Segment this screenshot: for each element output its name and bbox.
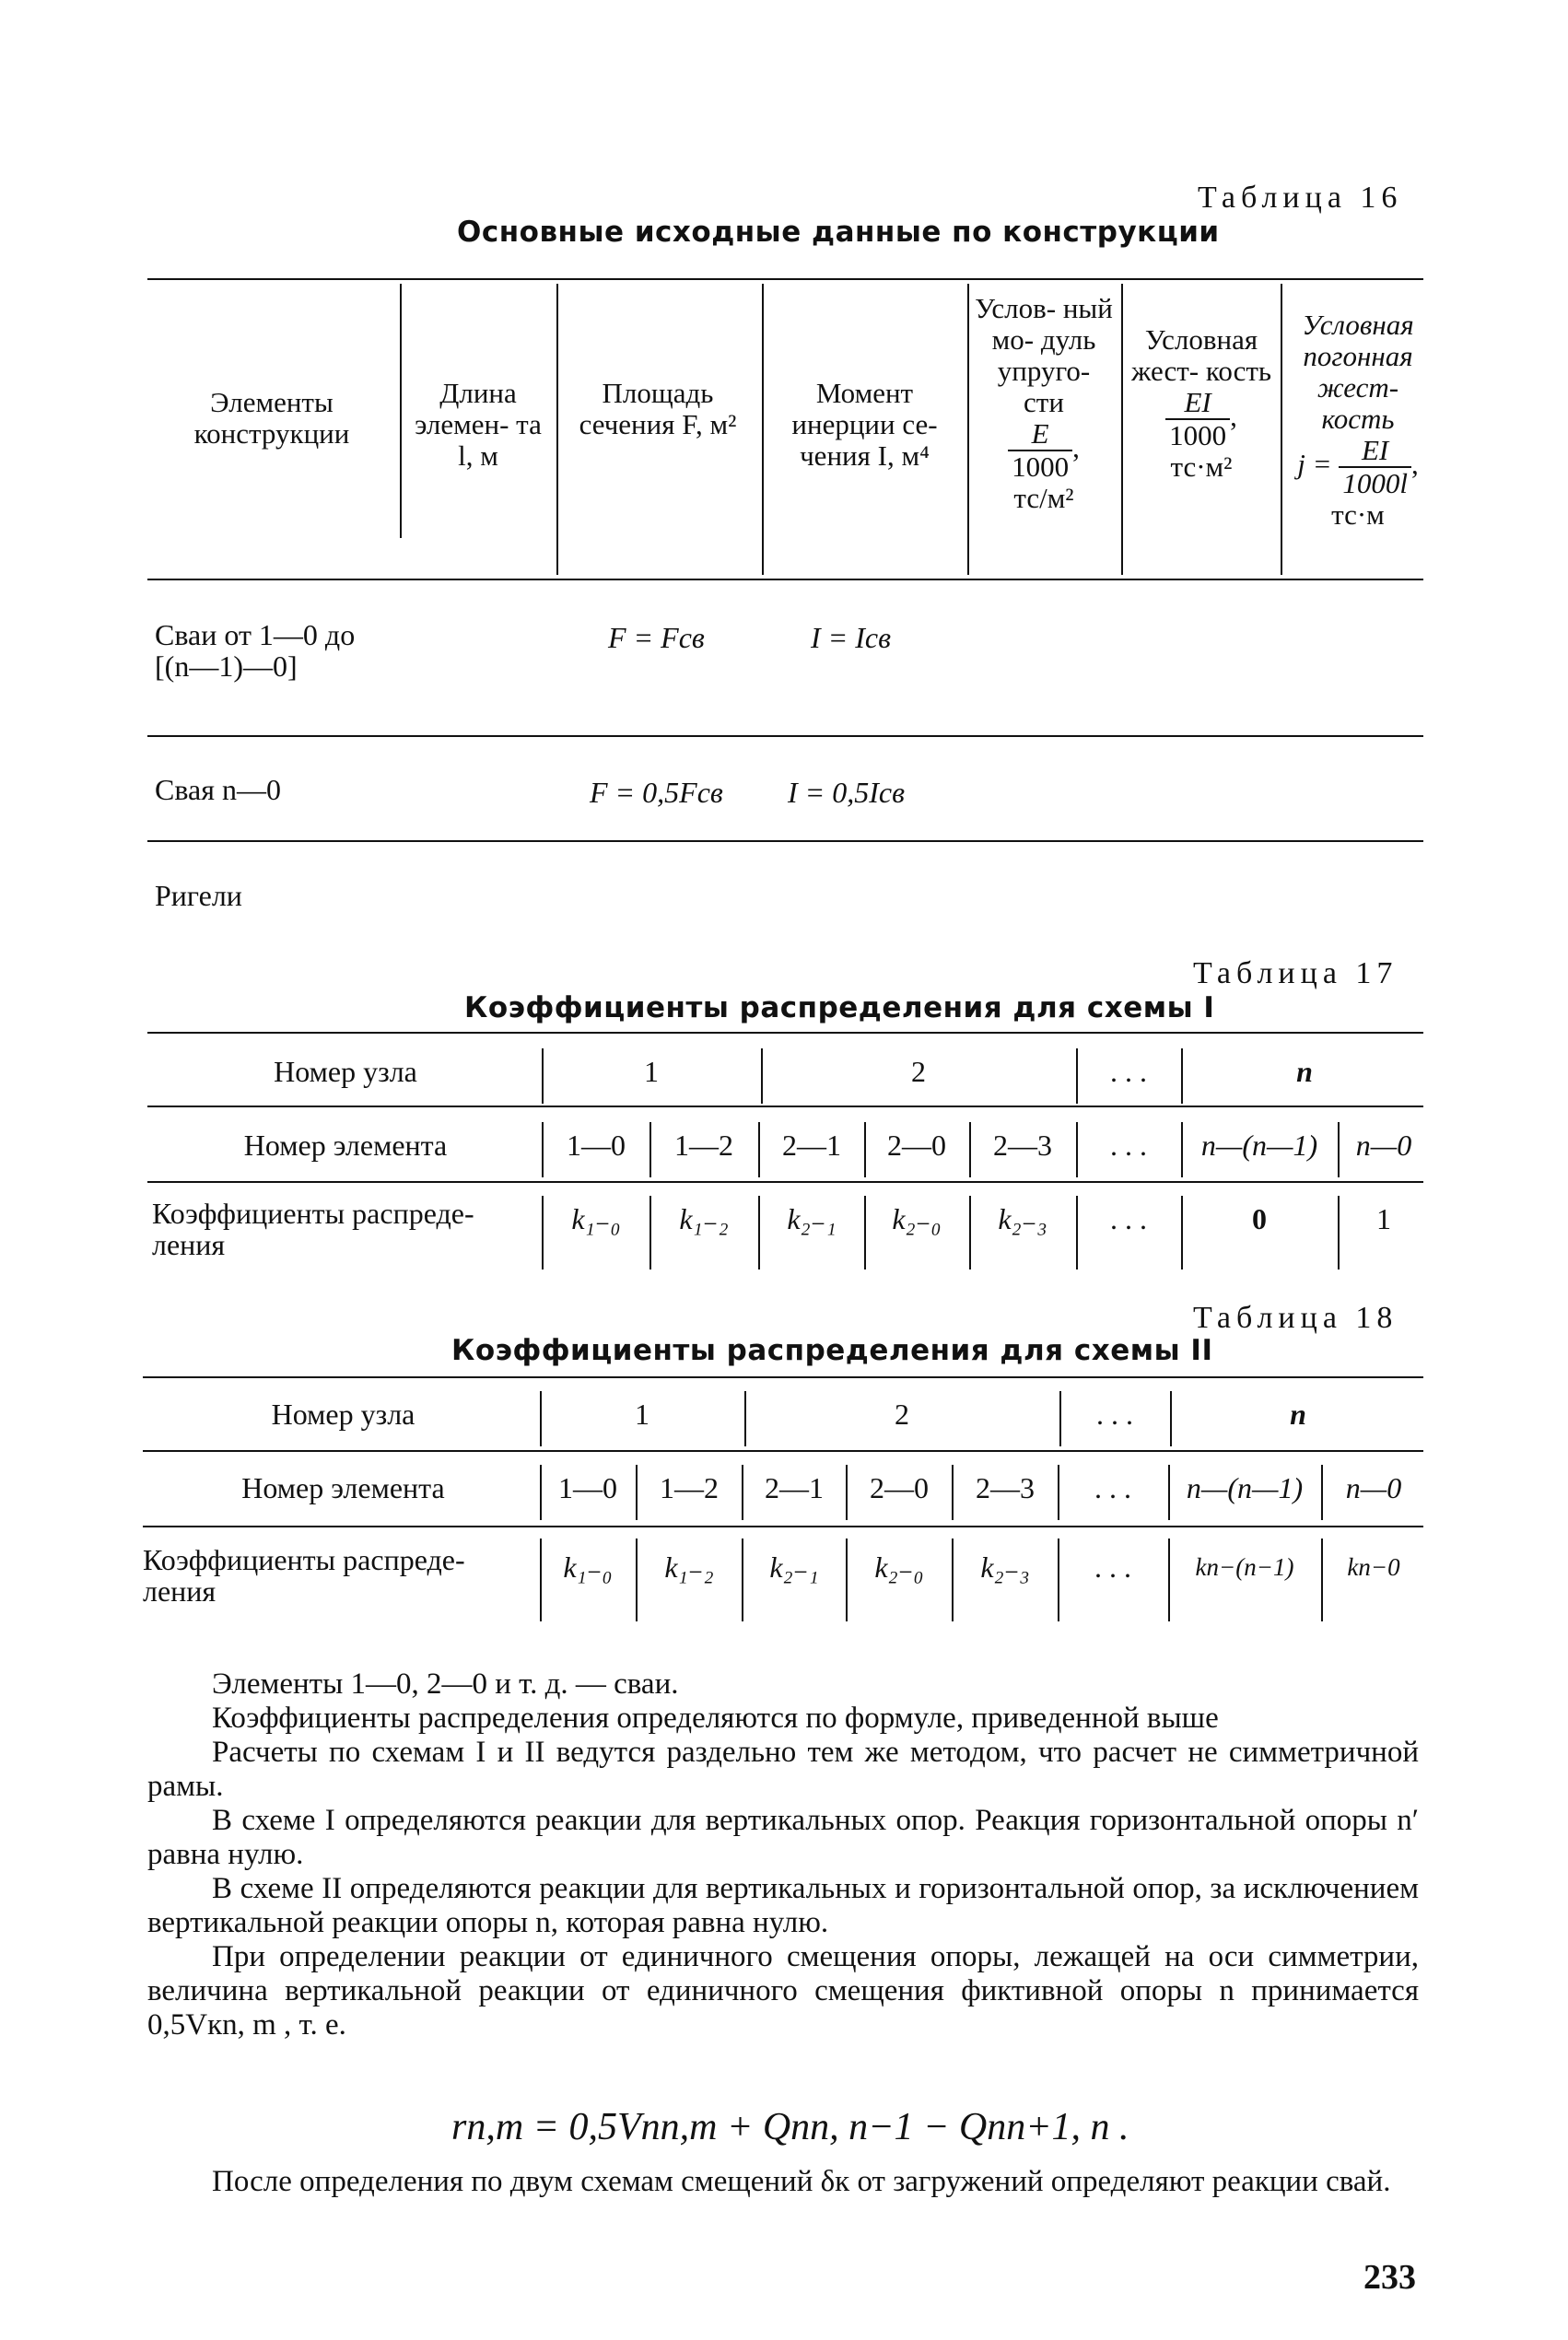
- fraction-numerator: E: [1008, 418, 1072, 451]
- table17-vline: [542, 1048, 544, 1104]
- table16-vline: [762, 284, 764, 575]
- table17-rule: [147, 1181, 1423, 1183]
- table17-element: . . .: [1110, 1129, 1147, 1162]
- fraction: [1339, 435, 1411, 499]
- table16-header-linear-stiffness-label: Условная погонная жест- кость: [1302, 309, 1414, 435]
- paragraph: В схеме I определяются реакции для вертикальных опор. Реакция горизонтальной опоры n′ равна нулю.: [147, 1804, 1419, 1871]
- table16-header-rule: [147, 579, 1423, 580]
- table16-header-area: Площадь сечения F, м²: [579, 377, 737, 440]
- fraction-denominator: 1000l: [1342, 467, 1408, 499]
- table16-header-modulus-label: Услов- ный мо- дуль упруго- сти: [975, 292, 1113, 418]
- table16-header-modulus-unit: тс/м²: [1013, 482, 1074, 514]
- table17-element: 1—0: [567, 1129, 626, 1162]
- table18-coefficient: k₁₋₂: [664, 1550, 714, 1584]
- table18-vline: [1170, 1391, 1172, 1446]
- table17-node: . . .: [1110, 1055, 1147, 1088]
- table16-header-length: Длина элемен- та l, м: [415, 377, 542, 472]
- paragraph: После определения по двум схемам смещений δк от загружений определяют реакции свай.: [212, 2165, 1391, 2198]
- formula-prefix: j =: [1297, 448, 1332, 481]
- table18-title: Коэффициенты распределения для схемы II: [451, 1334, 1213, 1367]
- table16-row-name: Ригели: [155, 879, 242, 912]
- table18-node: n: [1290, 1398, 1306, 1431]
- table18-top-rule: [143, 1376, 1423, 1378]
- paragraph: Коэффициенты распределения определяются по формуле, приведенной выше: [212, 1702, 1219, 1735]
- table17-row-label-element: Номер элемента: [243, 1129, 448, 1162]
- table18-vline: [540, 1391, 542, 1446]
- table16-row1-rule: [147, 735, 1423, 737]
- table16-row-inertia: I = 0,5Iсв: [788, 776, 905, 809]
- table17-coefficient: k₁₋₀: [571, 1202, 621, 1235]
- table18-element: n—(n—1): [1186, 1471, 1304, 1504]
- table17-coefficient: 0: [1252, 1202, 1267, 1235]
- table17-caption: Таблица 17: [1193, 956, 1398, 990]
- table17-vline: [1076, 1048, 1078, 1104]
- table16-header-stiffness-label: Условная жест- кость: [1130, 323, 1272, 387]
- table18-node: . . .: [1096, 1398, 1133, 1431]
- table18-coefficient: kn−(n−1): [1195, 1553, 1294, 1581]
- table16-header-stiffness-unit: тс·м²: [1170, 450, 1233, 483]
- table16-row2-rule: [147, 840, 1423, 842]
- table18-element: n—0: [1345, 1471, 1402, 1504]
- table18-element: 2—1: [765, 1471, 824, 1504]
- paragraph: При определении реакции от единичного смещения опоры, лежащей на оси симметрии, величина вертикальной реакции от единичного смещения фиктивной опоры n принимается 0,5Vкn, m , т. е.: [147, 1940, 1419, 2042]
- fraction-denominator: 1000: [1012, 450, 1070, 483]
- page-number: 233: [1363, 2258, 1416, 2297]
- table16-row-area: F = Fсв: [608, 621, 705, 654]
- table17-row-label-node: Номер узла: [274, 1055, 417, 1088]
- table16-vline: [967, 284, 969, 575]
- table18-row-label-element: Номер элемента: [241, 1471, 445, 1504]
- paragraph: Расчеты по схемам I и II ведутся раздельно тем же методом, что расчет не симметричной рамы.: [147, 1736, 1419, 1803]
- table17-coefficient: . . .: [1110, 1202, 1147, 1235]
- table16-row-inertia: I = Iсв: [811, 621, 891, 654]
- table18-element: 1—0: [558, 1471, 617, 1504]
- fraction-numerator: EI: [1339, 435, 1411, 468]
- table17-element: n—(n—1): [1200, 1129, 1318, 1162]
- table17-coefficient: k₁₋₂: [679, 1202, 729, 1235]
- paragraph: В схеме II определяются реакции для вертикальных и горизонтальной опор, за исключением вертикальной реакции опоры n, которая равна нулю.: [147, 1872, 1419, 1939]
- table16-header-elements: Элементы конструкции: [193, 386, 350, 450]
- table17-row-label-coefficients: Коэффициенты распреде- ления: [152, 1197, 474, 1261]
- table18-caption: Таблица 18: [1193, 1301, 1398, 1335]
- table17-node: n: [1296, 1055, 1313, 1088]
- table17-element: 2—0: [887, 1129, 946, 1162]
- table17-coefficient: 1: [1376, 1202, 1391, 1235]
- table18-coefficient: kn−0: [1347, 1553, 1400, 1581]
- table17-title: Коэффициенты распределения для схемы I: [464, 991, 1215, 1024]
- table18-coefficient: k₂₋₀: [874, 1550, 924, 1584]
- table17-element: 2—1: [782, 1129, 841, 1162]
- table17-node: 1: [644, 1055, 659, 1088]
- table17-element: 1—2: [674, 1129, 733, 1162]
- table16-row-area: F = 0,5Fсв: [590, 776, 723, 809]
- table16-vline: [1281, 284, 1282, 575]
- table17-vline: [761, 1048, 763, 1104]
- table16-caption: Таблица 16: [1198, 181, 1403, 215]
- table16-header-linear-stiffness: [1284, 310, 1432, 531]
- body-text: [147, 1667, 1419, 2042]
- table16-header-modulus: Услов- ный мо- дуль упруго- сти $\frac{E}{1000}$ , тс/м²: [975, 292, 1113, 514]
- table16-header-stiffness: Условная жест- кость $\frac{EI}{1000}$ , тс·м²: [1129, 324, 1274, 483]
- table16-header-linear-stiffness-unit: тс·м: [1331, 498, 1385, 531]
- table16-header-stiffness-fraction: [1165, 387, 1230, 451]
- table18-row-label-node: Номер узла: [271, 1398, 415, 1431]
- table17-coefficient: k₂₋₃: [998, 1202, 1047, 1235]
- table16-header-linear-stiffness-formula: j = $\frac{EI}{1000l}$ ,: [1297, 434, 1419, 499]
- table16-vline: [556, 284, 558, 575]
- table17-element: 2—3: [993, 1129, 1052, 1162]
- table18-row-label-coefficients: Коэффициенты распреде- ления: [143, 1543, 465, 1608]
- table18-coefficient: k₂₋₁: [769, 1550, 819, 1584]
- table16-title: Основные исходные данные по конструкции: [457, 216, 1220, 249]
- table17-top-rule: [147, 1032, 1423, 1034]
- table17-coefficient: k₂₋₁: [787, 1202, 837, 1235]
- table17-rule: [147, 1106, 1423, 1107]
- table16-top-rule: [147, 278, 1423, 280]
- table18-node: 1: [635, 1398, 649, 1431]
- table16-header-modulus-fraction: [1008, 418, 1072, 483]
- table16-vline: [400, 284, 402, 538]
- table18-rule: [143, 1450, 1423, 1452]
- table18-coefficient: k₂₋₃: [980, 1550, 1030, 1584]
- table18-vline: [744, 1391, 746, 1446]
- table16-vline: [1121, 284, 1123, 575]
- table18-element: 2—3: [976, 1471, 1035, 1504]
- fraction-denominator: 1000: [1169, 419, 1227, 451]
- table18-rule: [143, 1526, 1423, 1527]
- table17-node: 2: [911, 1055, 926, 1088]
- paragraph: Элементы 1—0, 2—0 и т. д. — сваи.: [212, 1667, 679, 1701]
- table16-header-inertia: Момент инерции се- чения I, м⁴: [791, 377, 938, 472]
- table17-vline: [1181, 1048, 1183, 1104]
- table18-vline: [1059, 1391, 1061, 1446]
- table18-node: 2: [895, 1398, 909, 1431]
- table18-coefficient: . . .: [1094, 1550, 1131, 1584]
- table16-row-name: Сваи от 1—0 до [(n—1)—0]: [155, 618, 356, 683]
- table18-element: 1—2: [660, 1471, 719, 1504]
- table18-element: . . .: [1094, 1471, 1131, 1504]
- table18-element: 2—0: [870, 1471, 929, 1504]
- fraction-numerator: EI: [1165, 387, 1230, 420]
- table17-coefficient: k₂₋₀: [892, 1202, 942, 1235]
- reaction-formula: rn,m = 0,5Vnn,m + Qnn, n−1 − Qnn+1, n .: [451, 2106, 1129, 2148]
- table16-row-name: Свая n—0: [155, 773, 281, 806]
- body-text-final: [147, 2165, 1419, 2199]
- table18-coefficient: k₁₋₀: [563, 1550, 613, 1584]
- table17-element: n—0: [1355, 1129, 1412, 1162]
